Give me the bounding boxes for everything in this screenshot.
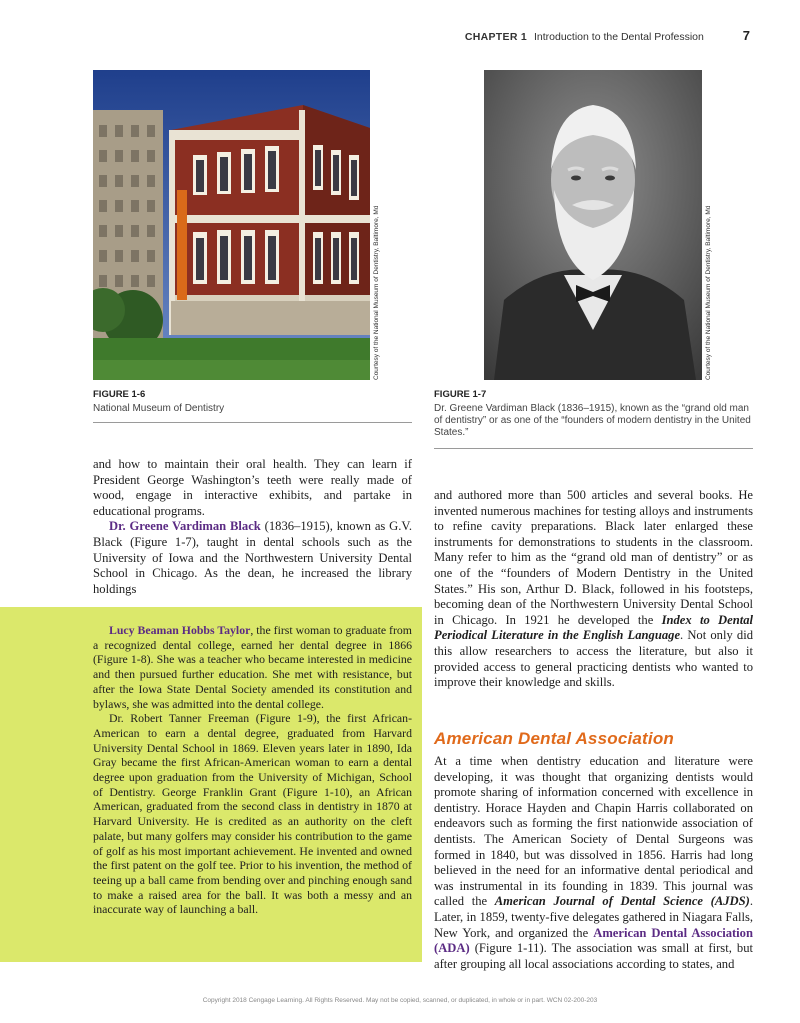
figure-1-6-caption: National Museum of Dentistry [93, 403, 225, 414]
index-title: Index to Dental Periodical Literature in the English Language [434, 612, 754, 643]
figure-1-7-caption: Dr. Greene Vardiman Black (1836–1915), known as the “grand old man of dentistry” or as one of the “founders of modern dentistry in the United States.” [434, 403, 751, 438]
section-heading-ada: American Dental Association [434, 729, 675, 748]
running-header [360, 28, 750, 46]
black-text-b: . Not only did this allow researchers to access the literature, but also it provided access to general practicing dentists who wanted to improve their knowledge and skills. [434, 628, 754, 690]
chapter-title: Introduction to the Dental Profession [533, 31, 704, 43]
portrait-image [484, 70, 702, 380]
paragraph-museum-continued: and how to maintain their oral health. They can learn if President George Washington’s teeth were really made of wood, engage in interactive exhibits, and partake in educational programs. [93, 457, 412, 518]
paragraph-black-continued [434, 488, 753, 691]
ada-name: American Dental Association (ADA) [434, 925, 753, 956]
paragraph-gv-black [93, 519, 412, 597]
ajds-title: American Journal of Dental Science (AJDS) [494, 894, 750, 909]
paragraph-ada [434, 754, 753, 972]
figure-1-7-photo [484, 70, 702, 380]
ada-text-c: (Figure 1-11). The association was small at first, but after grouping all local associations according to states, and [434, 941, 753, 971]
ada-text-a: At a time when dentistry education and literature were developing, it was thought that organizing dentists would promote sharing of information concerned with excellence in dentistry. Horace Hayden and Chapin Harris collaborated on endeavors such as forming the first nationwide association of dentists. The American Society of Dental Surgeons was formed in 1840, but was dissolved in 1856. Harris had long believed in the need for an informative dental periodical and was instrumental in its founding in 1839. This journal was called the [434, 754, 753, 909]
right-column-top [434, 488, 753, 691]
figure-1-7-label: FIGURE 1-7 [434, 389, 487, 400]
figure-1-6-credit: Courtesy of the National Museum of Dentistry, Baltimore, Md [373, 205, 380, 380]
chapter-number: CHAPTER 1 [464, 31, 528, 43]
lucy-hobbs-text: , the first woman to graduate from a recognized dental college, earned her dental degree in 1866 (Figure 1-8). She was a teacher who became interested in medicine and then pursued further education. She met with resistance, but after the Iowa State Dental Society amended its constitution and bylaws, she was admitted into the dental college. [93, 623, 412, 711]
paragraph-lucy-hobbs [93, 623, 412, 711]
lucy-hobbs-name: Lucy Beaman Hobbs Taylor [109, 623, 251, 637]
copyright-footer: Copyright 2018 Cengage Learning. All Rights Reserved. May not be copied, scanned, or duplicated, in whole or in part. WCN 02-200-203 [202, 997, 598, 1004]
figure-1-7-rule [434, 448, 753, 449]
gv-black-name: Dr. Greene Vardiman Black [109, 519, 261, 534]
gv-black-text: (1836–1915), known as G.V. Black (Figure 1-7), taught in dental schools such as the University of Iowa and the Northwestern University Dental School in Chicago. As the dean, he increased the library holdings [93, 519, 413, 596]
paragraph-african-american-dentists: Dr. Robert Tanner Freeman (Figure 1-9), the first African-American to earn a dental degree, graduated from Harvard University Dental School in 1869. Eleven years later in 1890, Ida Gray became the first African-American woman to earn a dental degree upon graduation from the University of Michigan, School of Dentistry. George Franklin Grant (Figure 1-10), an African American, graduated from the second class in dentistry in 1870 at Harvard University. He is credited as an authority on the cleft palate, but many golfers may consider his contribution to the game of golf as his most important achievement. He invented and owned the first patent on the golf tee. Prior to his invention, the method of teeing up a ball came from bending over and pinching enough sand to make a raised area for the ball. It was both a messy and an inaccurate way of launching a ball. [93, 711, 412, 917]
feature-box [93, 623, 412, 917]
ada-text-b: . Later, in 1859, twenty-five delegates gathered in Niagara Falls, New York, and organized the [434, 894, 753, 940]
museum-building-image [93, 70, 370, 380]
figure-1-7-credit: Courtesy of the National Museum of Dentistry, Baltimore, Md [705, 205, 712, 380]
figure-1-6-photo [93, 70, 370, 380]
left-column [93, 457, 412, 597]
figure-1-6-rule [93, 422, 412, 423]
black-text-a: and authored more than 500 articles and several books. He invented numerous machines for testing alloys and instruments to refine cavity preparations. Black later enlarged these instruments for demonstrations to students in the classroom. Many refer to him as the “grand old man of dentistry” or as one of the “founders of Modern Dentistry in the United States.” His son, Arthur D. Black, followed in his footsteps, becoming dean of the Northwestern University Dental School in Chicago. In 1921 he developed the [434, 488, 753, 627]
right-column-ada [434, 754, 753, 972]
page-number: 7 [742, 28, 750, 43]
figure-1-6-label: FIGURE 1-6 [93, 389, 146, 400]
